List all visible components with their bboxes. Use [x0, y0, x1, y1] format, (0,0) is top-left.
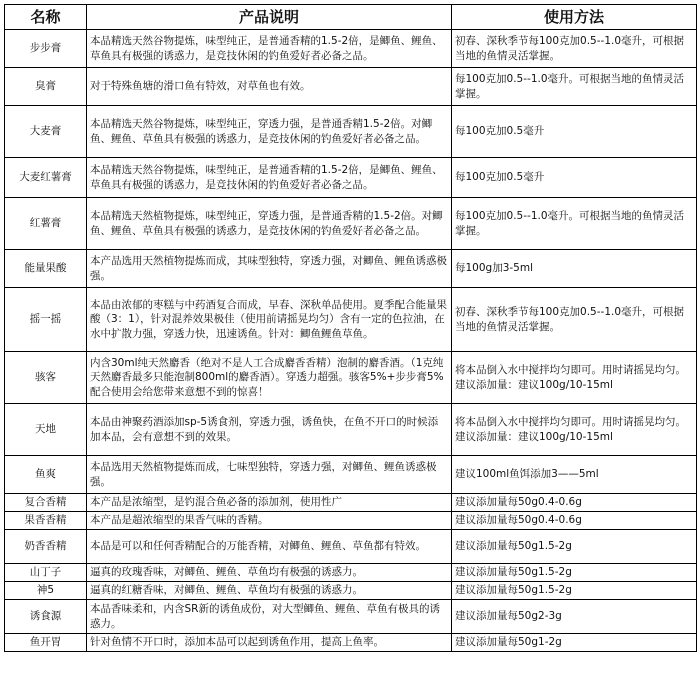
product-description: 本品精选天然植物提炼，味型纯正，穿透力强，是普通香精的1.5-2倍。对鲫鱼、鲤鱼、草鱼具有极强的诱惑力，是竞技休闲的钓鱼爱好者必备之品。: [87, 198, 452, 250]
product-usage: 建议添加量每50g2-3g: [452, 600, 697, 634]
table-row: [5, 68, 697, 106]
table-row: [5, 582, 697, 600]
product-name: 能量果酸: [5, 250, 87, 288]
product-usage: 建议添加量每50g1.5-2g: [452, 530, 697, 564]
product-description: 本产品是超浓缩型的果香气味的香精。: [87, 512, 452, 530]
product-description: 逼真的玫瑰香味，对鲫鱼、鲤鱼、草鱼均有极强的诱惑力。: [87, 564, 452, 582]
product-name: 臭膏: [5, 68, 87, 106]
table-row: [5, 530, 697, 564]
product-description: 本产品选用天然植物提炼而成，其味型独特，穿透力强，对鲫鱼、鲤鱼诱惑极强。: [87, 250, 452, 288]
product-usage: 初春、深秋季节每100克加0.5--1.0毫升，可根据当地的鱼情灵活掌握。: [452, 288, 697, 352]
product-usage: 初春、深秋季节每100克加0.5--1.0毫升，可根据当地的鱼情灵活掌握。: [452, 30, 697, 68]
product-usage: 建议添加量每50g0.4-0.6g: [452, 494, 697, 512]
product-usage: 将本品倒入水中搅拌均匀即可。用时请摇晃均匀。建议添加量：建议100g/10-15ml: [452, 352, 697, 404]
table-row: [5, 456, 697, 494]
product-usage: 建议添加量每50g1-2g: [452, 634, 697, 652]
table-row: [5, 404, 697, 456]
product-description: 本品精选天然谷物提炼，味型纯正，是普通香精的1.5-2倍，是鲫鱼、鲤鱼、草鱼具有极强的诱惑力，是竞技休闲的钓鱼爱好者必备之品。: [87, 30, 452, 68]
product-usage: 建议添加量每50g1.5-2g: [452, 564, 697, 582]
product-name: 大麦红薯膏: [5, 158, 87, 198]
product-usage: 建议添加量每50g0.4-0.6g: [452, 512, 697, 530]
product-name: 天地: [5, 404, 87, 456]
product-usage: 每100克加0.5毫升: [452, 158, 697, 198]
table-row: [5, 158, 697, 198]
product-name: 摇一摇: [5, 288, 87, 352]
product-description: 逼真的红糖香味，对鲫鱼、鲤鱼、草鱼均有极强的诱惑力。: [87, 582, 452, 600]
table-row: [5, 600, 697, 634]
product-name: 步步膏: [5, 30, 87, 68]
product-description: 对于特殊鱼塘的滑口鱼有特效，对草鱼也有效。: [87, 68, 452, 106]
product-description: 本品精选天然谷物提炼，味型纯正，穿透力强，是普通香精1.5-2倍。对鲫鱼、鲤鱼、草鱼具有极强的诱惑力，是竞技休闲的钓鱼爱好者必备之品。: [87, 106, 452, 158]
product-name: 大麦膏: [5, 106, 87, 158]
header-name: 名称: [5, 5, 87, 30]
table-row: [5, 198, 697, 250]
product-description: 本产品是浓缩型，是钓混合鱼必备的添加剂，使用性广: [87, 494, 452, 512]
product-usage: 每100克加0.5--1.0毫升。可根据当地的鱼情灵活掌握。: [452, 198, 697, 250]
table-row: [5, 352, 697, 404]
product-name: 山丁子: [5, 564, 87, 582]
product-name: 神5: [5, 582, 87, 600]
table-row: [5, 250, 697, 288]
product-table-container: [4, 4, 697, 652]
header-description: 产品说明: [87, 5, 452, 30]
product-usage: 将本品倒入水中搅拌均匀即可。用时请摇晃均匀。建议添加量：建议100g/10-15ml: [452, 404, 697, 456]
product-name: 诱食源: [5, 600, 87, 634]
table-row: [5, 634, 697, 652]
product-name: 骇客: [5, 352, 87, 404]
product-description: 内含30ml纯天然麝香（绝对不是人工合成麝香香精）泡制的麝香酒。（1克纯天然麝香最多只能泡制800ml的麝香酒）。穿透力超强。骇客5%+步步膏5%配合使用会给您带来意想不到的惊喜！: [87, 352, 452, 404]
product-table: [4, 4, 697, 652]
product-description: 本品由浓郁的枣糕与中药酒复合而成，早春、深秋单品使用。夏季配合能量果酸（3：1），针对混养效果极佳（使用前请摇晃均匀）含有一定的色拉油，在水中扩散力强，穿透力快，迅速诱鱼。针对：鲫鱼鲤鱼草鱼。: [87, 288, 452, 352]
table-row: [5, 494, 697, 512]
header-usage: 使用方法: [452, 5, 697, 30]
table-row: [5, 30, 697, 68]
product-description: 本品是可以和任何香精配合的万能香精，对鲫鱼、鲤鱼、草鱼都有特效。: [87, 530, 452, 564]
product-name: 果香香精: [5, 512, 87, 530]
product-name: 奶香香精: [5, 530, 87, 564]
product-name: 鱼开胃: [5, 634, 87, 652]
table-row: [5, 106, 697, 158]
product-description: 本品香味柔和，内含SR新的诱鱼成份，对大型鲫鱼、鲤鱼、草鱼有极具的诱惑力。: [87, 600, 452, 634]
header-row: [5, 5, 697, 30]
product-usage: 建议添加量每50g1.5-2g: [452, 582, 697, 600]
table-row: [5, 288, 697, 352]
product-name: 鱼爽: [5, 456, 87, 494]
table-row: [5, 564, 697, 582]
table-row: [5, 512, 697, 530]
product-usage: 每100克加0.5毫升: [452, 106, 697, 158]
product-description: 本品精选天然谷物提炼，味型纯正，是普通香精的1.5-2倍，是鲫鱼、鲤鱼、草鱼具有极强的诱惑力，是竞技休闲的钓鱼爱好者必备之品。: [87, 158, 452, 198]
product-usage: 每100克加0.5--1.0毫升。可根据当地的鱼情灵活掌握。: [452, 68, 697, 106]
product-description: 本品由神聚药酒添加sp-5诱食剂，穿透力强，诱鱼快，在鱼不开口的时候添加本品，会有意想不到的效果。: [87, 404, 452, 456]
product-usage: 建议100ml鱼饵添加3——5ml: [452, 456, 697, 494]
product-description: 本品选用天然植物提炼而成，七味型独特，穿透力强，对鲫鱼、鲤鱼诱惑极强。: [87, 456, 452, 494]
product-name: 复合香精: [5, 494, 87, 512]
product-name: 红薯膏: [5, 198, 87, 250]
product-usage: 每100g加3-5ml: [452, 250, 697, 288]
product-description: 针对鱼情不开口时，添加本品可以起到诱鱼作用，提高上鱼率。: [87, 634, 452, 652]
